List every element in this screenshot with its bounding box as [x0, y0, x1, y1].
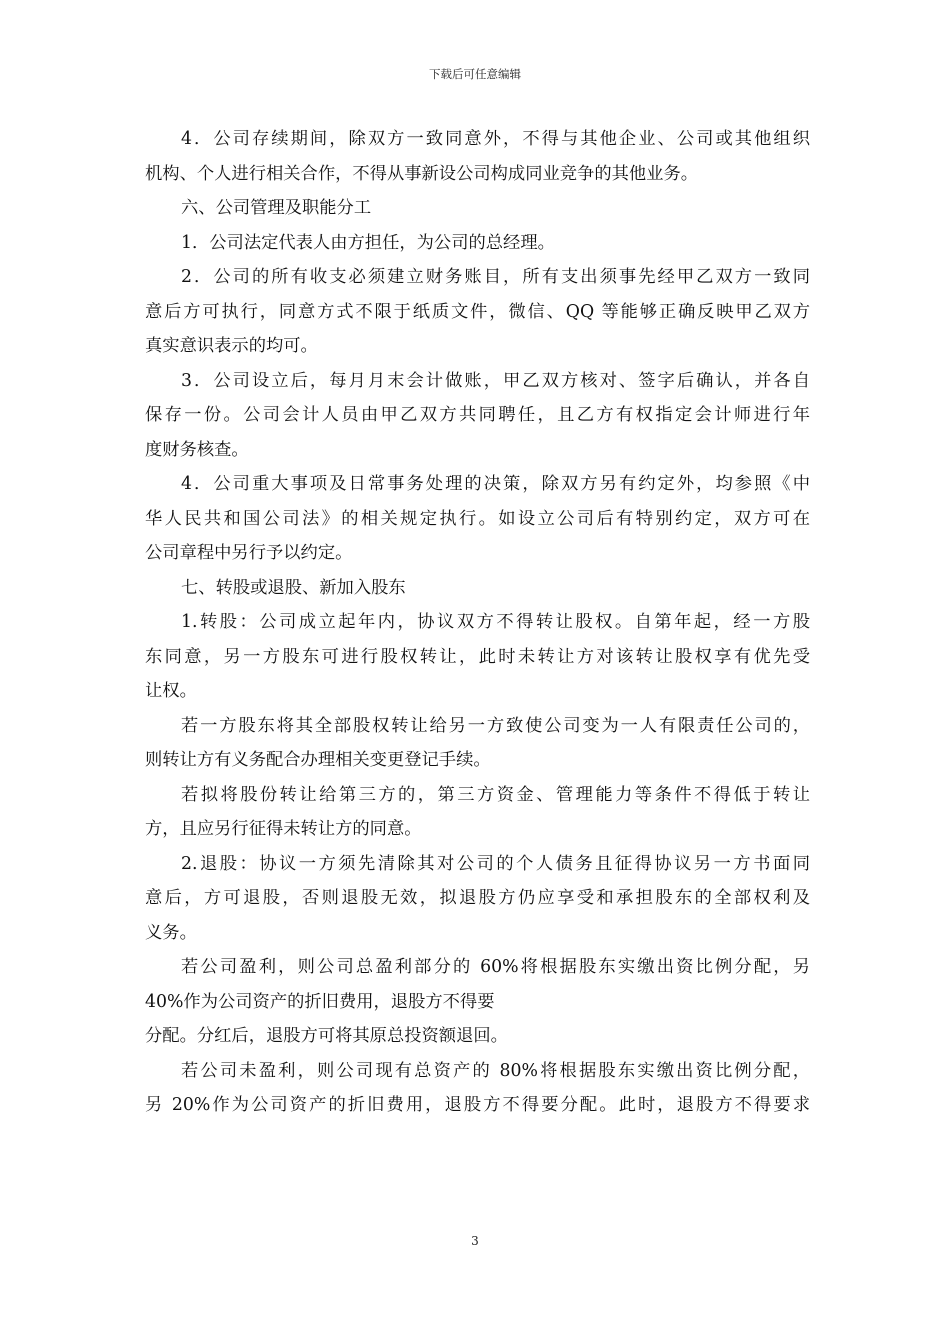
paragraph-line: 公司章程中另行予以约定。 — [145, 543, 353, 563]
paragraph-line: 真实意识表示的均可。 — [145, 336, 318, 356]
page-number: 3 — [471, 1234, 479, 1248]
section-heading: 六、公司管理及职能分工 — [181, 198, 372, 218]
paragraph-line: 若公司未盈利，则公司现有总资产的 80%将根据股东实缴出资比例分配， — [181, 1060, 810, 1081]
paragraph-line: 度财务核查。 — [145, 439, 249, 460]
paragraph-line: 2.退股：协议一方须先清除其对公司的个人债务且征得协议另一方书面同 — [181, 853, 810, 874]
paragraph-line: 方，且应另行征得未转让方的同意。 — [145, 819, 422, 839]
paragraph-line: 4．公司重大事项及日常事务处理的决策，除双方另有约定外，均参照《中 — [181, 474, 810, 494]
paragraph-line: 意后，方可退股，否则退股无效，拟退股方仍应享受和承担股东的全部权利及 — [145, 888, 810, 908]
page-header: 下载后可任意编辑 — [429, 67, 521, 81]
paragraph-line: 1．公司法定代表人由方担任，为公司的总经理。 — [181, 232, 555, 253]
section-heading: 七、转股或退股、新加入股东 — [181, 577, 406, 598]
paragraph-line: 分配。分红后，退股方可将其原总投资额退回。 — [145, 1026, 508, 1046]
paragraph-line: 则转让方有义务配合办理相关变更登记手续。 — [145, 750, 491, 770]
paragraph-line: 义务。 — [145, 922, 197, 943]
paragraph-line: 东同意，另一方股东可进行股权转让，此时未转让方对该转让股权享有优先受 — [145, 646, 810, 667]
paragraph-line: 4．公司存续期间，除双方一致同意外，不得与其他企业、公司或其他组织 — [181, 129, 810, 149]
paragraph-line: 意后方可执行，同意方式不限于纸质文件，微信、QQ 等能够正确反映甲乙双方 — [145, 301, 810, 322]
paragraph-line: 若一方股东将其全部股权转让给另一方致使公司变为一人有限责任公司的， — [181, 715, 810, 736]
paragraph-line: 若公司盈利，则公司总盈利部分的 60%将根据股东实缴出资比例分配，另 — [181, 957, 810, 977]
paragraph-line: 华人民共和国公司法》的相关规定执行。如设立公司后有特别约定，双方可在 — [145, 508, 810, 529]
paragraph-line: 另 20%作为公司资产的折旧费用，退股方不得要分配。此时，退股方不得要求 — [145, 1095, 810, 1115]
document-body — [145, 122, 810, 1123]
paragraph-line: 1.转股：公司成立起年内，协议双方不得转让股权。自第年起，经一方股 — [181, 612, 810, 632]
paragraph-line: 40%作为公司资产的折旧费用，退股方不得要 — [145, 991, 495, 1012]
paragraph-line: 若拟将股份转让给第三方的，第三方资金、管理能力等条件不得低于转让 — [181, 784, 810, 805]
paragraph-line: 让权。 — [145, 681, 197, 701]
paragraph-line: 3．公司设立后，每月月末会计做账，甲乙双方核对、签字后确认，并各自 — [181, 370, 810, 391]
paragraph-line: 保存一份。公司会计人员由甲乙双方共同聘任，且乙方有权指定会计师进行年 — [145, 405, 810, 425]
paragraph-line: 机构、个人进行相关合作，不得从事新设公司构成同业竞争的其他业务。 — [145, 163, 699, 184]
paragraph-line: 2．公司的所有收支必须建立财务账目，所有支出须事先经甲乙双方一致同 — [181, 267, 810, 287]
